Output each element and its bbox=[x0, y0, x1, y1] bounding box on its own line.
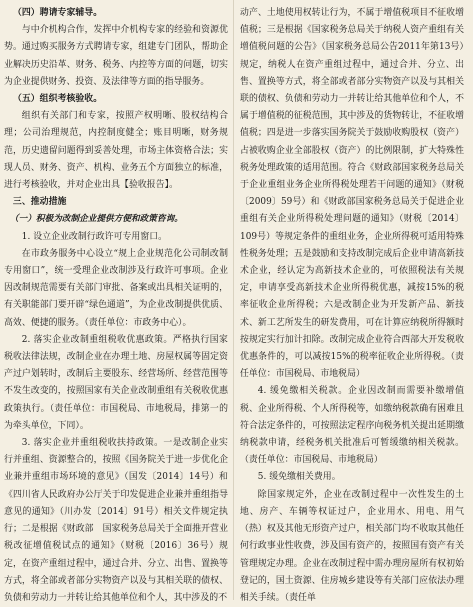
paragraph: 在市政务服务中心设立“规上企业规范化公司制改制专用窗口”，统一受理企业改制涉及行政许可事项。企业因改制规范需要有关部门审批、备案或出具相关证明的，有关职能部门要开辟“绿色通道”，为企业改制提供优质、高效、便捷的服务。（责任单位：市政务中心）。 bbox=[4, 248, 228, 328]
italic-subheading: （一）积极为改制企业提供方便和政策咨询。 bbox=[10, 214, 183, 225]
paragraph: 2. 落实企业改制重组税收优惠政策。严格执行国家税收法律法规，改制企业在办理土地、房屋权属等固定资产过户划转时，改制后主要股东、经营场所、经营范围等不发生改变的，按照国家有关企业改制重组有关税收优惠政策执行。（责任单位：市国税局、市地税局，排第一的为牵头单位，下同）。 bbox=[4, 334, 228, 431]
subsection-heading: （四）聘请专家辅导。 bbox=[12, 8, 103, 18]
column-divider bbox=[233, 0, 234, 600]
section-heading: 三、推动措施 bbox=[12, 197, 67, 208]
paragraph: 3. 落实企业并重组税收扶持政策。一是改制企业实行并重组、资源整合的，按照《国务院关于进一步优化企业兼并重组市场环境的意见》（国发〔2014〕14号）和《四川省人民政府办公厅关于印发促进企业兼并重组指导意见的通知》（川办发〔2014〕91号）相关文件规定执行；二是根据《财政部 国家税务总局关于全面推开营业税改征增值税试点的通知》（财税〔2016〕36号）规定，在资产重组过程中，通过合并、分立、出售、置换等方式，将全部或者部分实物资产以及与其相关联的债权、负债和劳动力一并转让给其他单位和个人，其中涉及的不 bbox=[4, 438, 228, 603]
subsection-heading: （五）组织考核验收。 bbox=[12, 94, 103, 105]
paragraph: 与中介机构合作，发挥中介机构专家的经验和资源优势。通过购买服务方式聘请专家，组建专门团队，帮助企业解决历史沿革、财务、税务、内控等方面的问题，切实为企业提供财务、投资、及法律等方面的指导服务。 bbox=[4, 25, 228, 87]
paragraph: 1. 设立企业改制行政许可专用窗口。 bbox=[21, 231, 168, 242]
paragraph-continued: 动产、土地使用权转让行为，不属于增值税项目不征收增值税；三是根据《国家税务总局关于纳税人资产重组有关增值税问题的公告》（国家税务总局公告2011年第13号）规定，纳税人在资产重组过程中，通过合并、分立、出售、置换等方式，将全部或者部分实物资产以及与其相关联的债权、负债和劳动力一并转让给其他单位和个人，不属于增值税的征税范围，其中涉及的货物转让，不征收增值税；四是进一步落实国务院关于鼓励收购股权（资产）占被收购企业全部股权（资产）的比例限制，扩大特殊性税务处理政策的适用范围。符合《财政部国家税务总局关于企业重组业务企业所得税处理若干问题的通知》（财税〔2009〕59号）和《财政部国家税务总局关于促进企业重组有关企业所得税处理问题的通知》（财税〔2014〕109号）等规定条件的重组业务，企业所得税可适用特殊性税务处理；五是鼓励和支持改制完成后企业申请高新技术企业，经认定为高新技术企业的，可依照税法有关规定，申请享受高新技术企业所得税优惠，减按15%的税率征收企业所得税；六是改制企业为开发新产品、新技术、新工艺所发生的研发费用，可在计算应纳税所得额时按规定实行加计扣除。改制完成企业符合西部大开发税收优惠条件的，可以减按15%的税率征收企业所得税。（责任单位：市国税局、市地税局） bbox=[240, 8, 464, 380]
right-column bbox=[240, 5, 464, 603]
paragraph: 5. 缓免缴相关费用。 bbox=[257, 472, 341, 483]
paragraph: 4. 缓免缴相关税款。企业因改制而需要补缴增值税、企业所得税、个人所得税等，如缴纳税款确有困难且符合法定条件的，可按照法定程序向税务机关提出延期缴纳税款申请，经税务机关批准后可暂缓缴纳相关税款。（责任单位：市国税局、市地税局） bbox=[240, 386, 464, 466]
left-column bbox=[4, 5, 228, 603]
paragraph: 组织有关部门和专家，按照产权明晰、股权结构合理；公司治理规范，内控制度健全；账目明晰，财务规范，历史遗留问题得到妥善处理，市场主体资格合法；实现人员、财务、资产、机构、业务五个方面独立的标准，进行考核验收，并对企业出具【验收报告】。 bbox=[4, 111, 228, 191]
paragraph: 除国家规定外，企业在改制过程中一次性发生的土地、房产、车辆等权证过户，企业用水、用电、用气（热）权及其他无形资产过户，相关部门均不收取其他任何行政事业性收费，涉及国有资产的，按照国有资产有关管理规定办理。企业在改制过程中需办理房屋所有权初始登记的，国土资源、住房城乡建设等有关部门应依法办理相关手续。（责任单 bbox=[240, 489, 464, 603]
